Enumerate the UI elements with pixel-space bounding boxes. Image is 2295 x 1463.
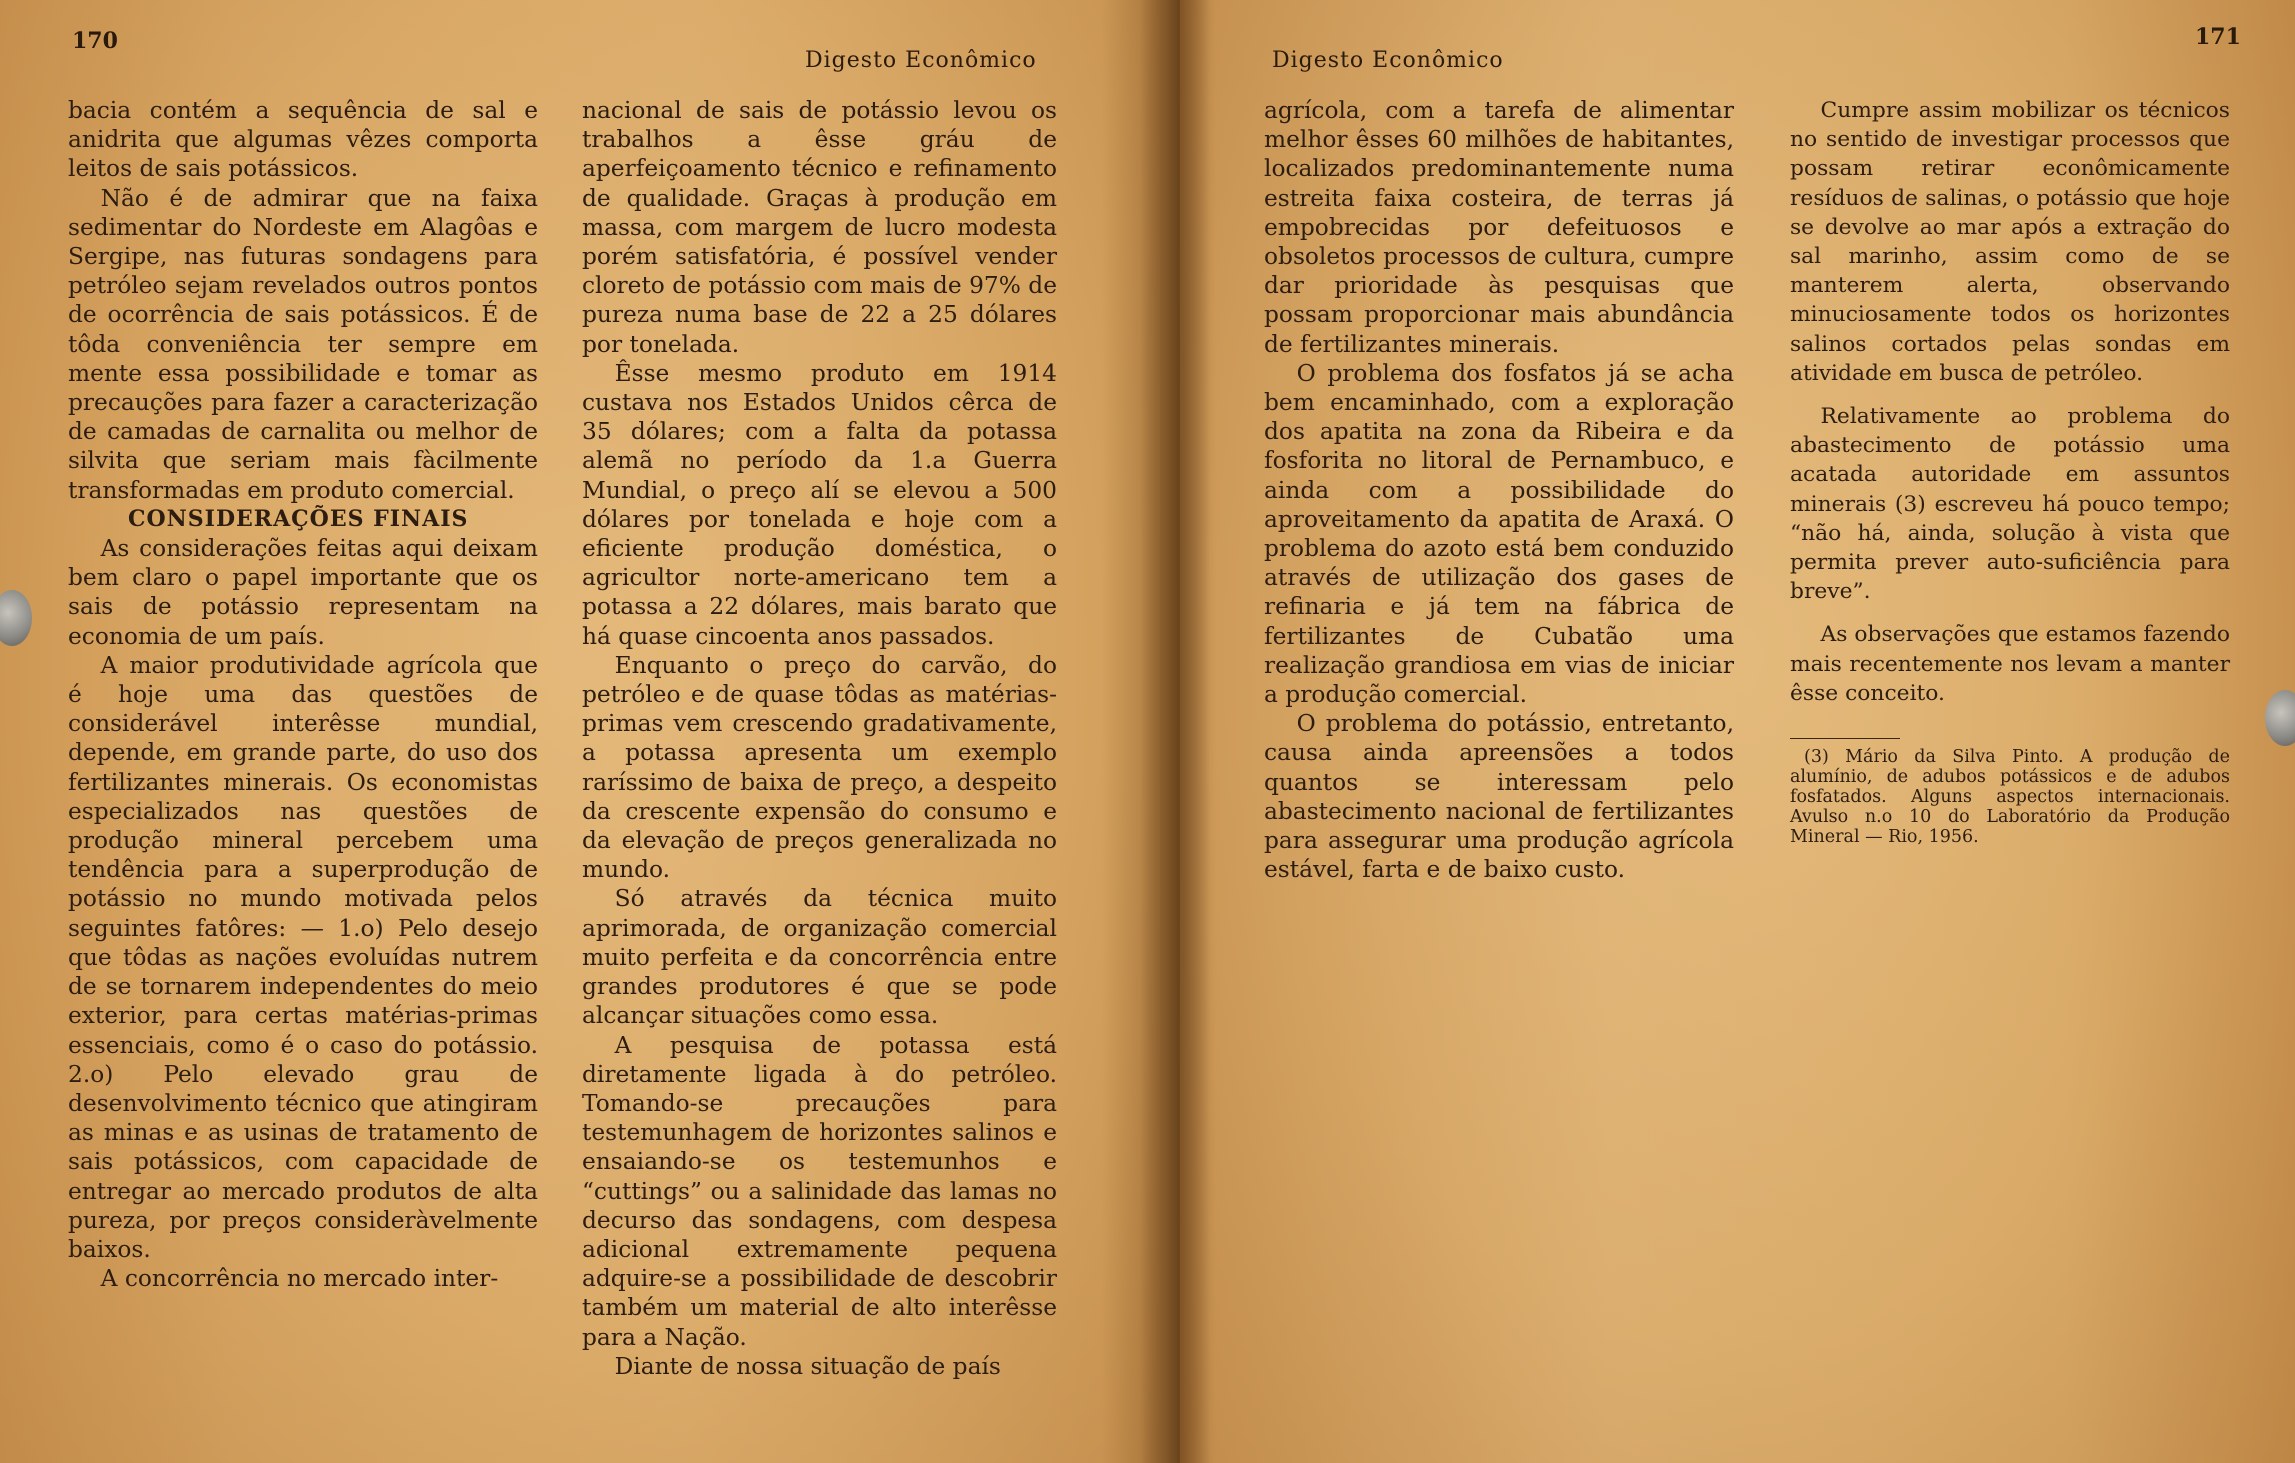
- page-number-left: 170: [72, 28, 118, 54]
- paragraph: Êsse mesmo produto em 1914 custava nos Estados Unidos cêrca de 35 dólares; com a falta da potassa alemã no período da 1.a Guerra Mundial, o preço alí se elevou a 500 dólares por tonelada e hoje com a eficiente produção doméstica, o agricultor norte-americano tem a potassa a 22 dólares, mais barato que há quase cincoenta anos passados.: [582, 359, 1057, 650]
- paragraph: Relativamente ao problema do abastecimento de potássio uma acatada autoridade em assuntos minerais (3) escreveu há pouco tempo; “não há, ainda, solução à vista que permita prever auto-suficiência para breve”.: [1790, 404, 2230, 605]
- running-head-right: Digesto Econômico: [1272, 48, 1504, 73]
- right-page: [1180, 0, 2295, 1463]
- left-page-column-2: [582, 96, 1057, 1381]
- paragraph: A pesquisa de potassa está diretamente ligada à do petróleo. Tomando-se precauções para testemunhagem de horizontes salinos e ensaiando-se os testemunhos e “cuttings” ou a salinidade das lamas no decurso das sondagens, com despesa adicional extremamente pequena adquire-se a possibilidade de descobrir também um material de alto interêsse para a Nação.: [582, 1031, 1057, 1351]
- footnote: (3) Mário da Silva Pinto. A produção de alumínio, de adubos potássicos e de adubos fosfatados. Alguns aspectos internacionais. Avulso n.o 10 do Laboratório da Produção Mineral — Rio, 1956.: [1790, 747, 2230, 848]
- right-page-column-1: [1264, 96, 1734, 884]
- left-page-column-1: [68, 96, 538, 1293]
- paragraph: Só através da técnica muito aprimorada, de organização comercial muito perfeita e da concorrência entre grandes produtores é que se pode alcançar situações como essa.: [582, 885, 1057, 1030]
- paragraph: O problema do potássio, entretanto, causa ainda apreensões a todos quantos se interessam pelo abastecimento nacional de fertilizantes para assegurar uma produção agrícola estável, farta e de baixo custo.: [1264, 710, 1734, 884]
- page-number-right: 171: [2195, 24, 2241, 50]
- footnote-rule: [1790, 738, 1900, 739]
- paragraph: Cumpre assim mobilizar os técnicos no sentido de investigar processos que possam retirar econômicamente resíduos de salinas, o potássio que hoje se devolve ao mar após a extração do sal marinho, assim como de se manterem alerta, observando minuciosamente todos os horizontes salinos cortados pelas sondas em atividade em busca de petróleo.: [1790, 98, 2230, 386]
- running-head-left: Digesto Econômico: [805, 48, 1037, 73]
- paragraph: As considerações feitas aqui deixam bem claro o papel importante que os sais de potássio representam na economia de um país.: [68, 535, 538, 650]
- paragraph: agrícola, com a tarefa de alimentar melhor êsses 60 milhões de habitantes, localizados predominantemente numa estreita faixa costeira, de terras já empobrecidas por defeituosos e obsoletos processos de cultura, cumpre dar prioridade às pesquisas que possam proporcionar mais abundância de fertilizantes minerais.: [1264, 97, 1734, 358]
- paragraph: nacional de sais de potássio levou os trabalhos a êsse gráu de aperfeiçoamento técnico e refinamento de qualidade. Graças à produção em massa, com margem de lucro modesta porém satisfatória, é possível vender cloreto de potássio com mais de 97% de pureza numa base de 22 a 25 dólares por tonelada.: [582, 97, 1057, 358]
- paragraph: Enquanto o preço do carvão, do petróleo e de quase tôdas as matérias-primas vem crescendo gradativamente, a potassa apresenta um exemplo raríssimo de baixa de preço, a despeito da crescente expensão do consumo e da elevação de preços generalizada no mundo.: [582, 651, 1057, 884]
- section-heading: CONSIDERAÇÕES FINAIS: [128, 505, 469, 532]
- paragraph: As observações que estamos fazendo mais recentemente nos levam a manter êsse conceito.: [1790, 622, 2230, 706]
- paragraph: Não é de admirar que na faixa sedimentar do Nordeste em Alagôas e Sergipe, nas futuras sondagens para petróleo sejam revelados outros pontos de ocorrência de sais potássicos. É de tôda conveniência ter sempre em mente essa possibilidade e tomar as precauções para fazer a caracterização de camadas de carnalita ou melhor de silvita que seriam mais fàcilmente transformadas em produto comercial.: [68, 184, 538, 504]
- paragraph: O problema dos fosfatos já se acha bem encaminhado, com a exploração dos apatita na zona da Ribeira e da fosforita no litoral de Pernambuco, e ainda com a possibilidade do aproveitamento da apatita de Araxá. O problema do azoto está bem conduzido através de utilização dos gases de refinaria e já tem na fábrica de fertilizantes de Cubatão uma realização grandiosa em vias de iniciar a produção comercial.: [1264, 359, 1734, 709]
- paragraph: Diante de nossa situação de país: [614, 1352, 1001, 1380]
- right-page-column-2: [1790, 96, 2230, 847]
- paragraph: bacia contém a sequência de sal e anidrita que algumas vêzes comporta leitos de sais potássicos.: [68, 97, 538, 183]
- paragraph: A maior produtividade agrícola que é hoje uma das questões de considerável interêsse mundial, depende, em grande parte, do uso dos fertilizantes minerais. Os economistas especializados nas questões de produção mineral percebem uma tendência para a superprodução de potássio no mundo motivada pelos seguintes fatôres: — 1.o) Pelo desejo que tôdas as nações evoluídas nutrem de se tornarem independentes do meio exterior, para certas matérias-primas essenciais, como é o caso do potássio. 2.o) Pelo elevado grau de desenvolvimento técnico que atingiram as minas e as usinas de tratamento de sais potássicos, com capacidade de entregar ao mercado produtos de alta pureza, por preços consideràvelmente baixos.: [68, 651, 538, 1263]
- paragraph: A concorrência no mercado inter-: [100, 1265, 499, 1293]
